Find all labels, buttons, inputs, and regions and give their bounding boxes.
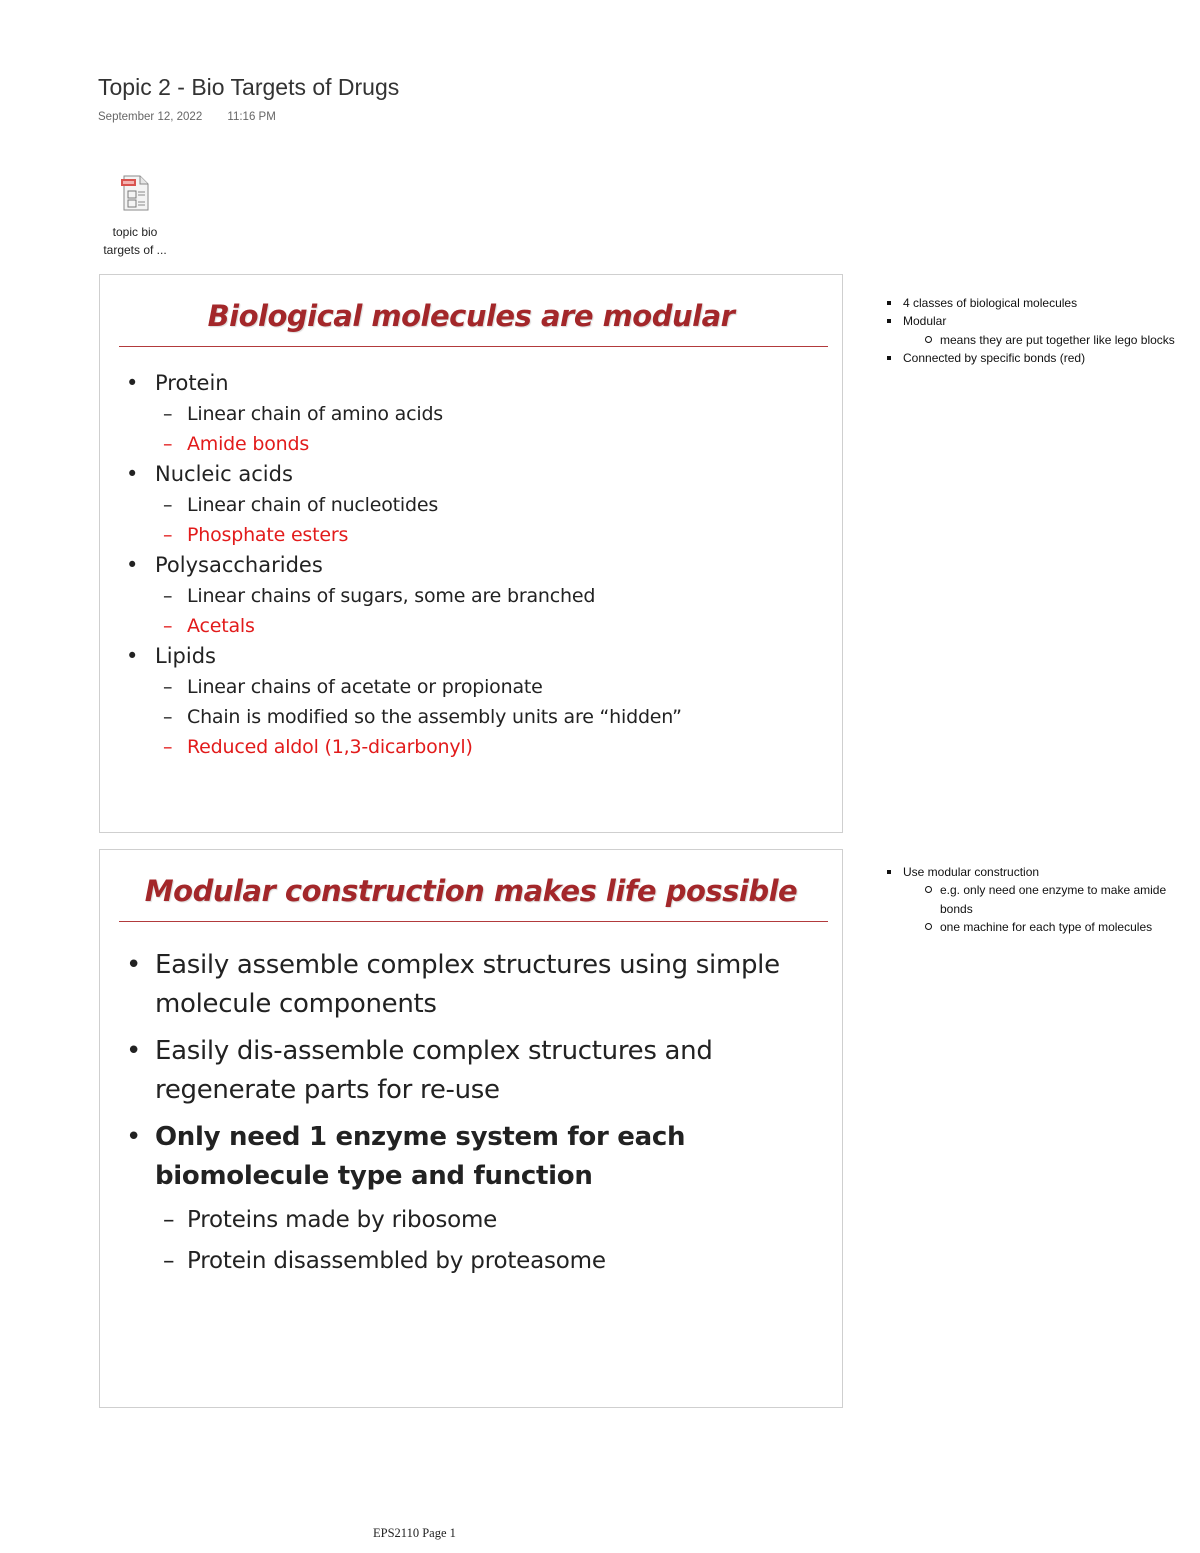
sub-bullet-item: – Amide bonds [155,429,842,459]
slide-title: Biological molecules are modular [207,299,735,333]
page-title: Topic 2 - Bio Targets of Drugs [98,74,400,100]
time-text: 11:16 PM [227,111,276,123]
slide-bullets [100,946,842,1282]
bullet-item: • Easily assemble complex structures using simple molecule components [100,946,842,1024]
sub-bullet-item: – Reduced aldol (1,3-dicarbonyl) [155,732,842,762]
bullet-item: • Nucleic acids – Linear chain of nucleotides – Phosphate esters [100,459,842,550]
bullet-item: • Protein – Linear chain of amino acids – Amide bonds [100,368,842,459]
slide-image [99,274,843,833]
note-subitem: e.g. only need one enzyme to make amide bonds [903,881,1194,918]
bullet-item: • Only need 1 enzyme system for each biomolecule type and function – Proteins made by ribosome – Protein disassembled by proteasome [100,1118,842,1282]
sub-bullet-item: – Linear chains of sugars, some are branched [155,581,842,611]
note-item: 4 classes of biological molecules [884,294,1194,312]
note-item: Use modular construction e.g. only need one enzyme to make amide bonds one machine for each type of molecules [884,863,1194,937]
sub-bullet-item: – Acetals [155,611,842,641]
sub-bullet-item: – Proteins made by ribosome [155,1200,842,1241]
attachment-label: topic bio targets of ... [103,225,167,257]
note-subitem: means they are put together like lego blocks [903,331,1194,349]
bullet-item: • Easily dis-assemble complex structures and regenerate parts for re-use [100,1032,842,1110]
note-item: Connected by specific bonds (red) [884,349,1194,367]
pdf-file-icon [120,175,150,211]
slide-bullets [100,368,842,762]
slide-divider [119,921,828,922]
note-subitem: one machine for each type of molecules [903,918,1194,936]
sub-bullet-item: – Linear chains of acetate or propionate [155,672,842,702]
note-item: Modular means they are put together like lego blocks [884,312,1194,349]
page-date [98,111,298,123]
pdf-attachment[interactable] [90,175,180,259]
slide-image [99,849,843,1408]
sub-bullet-item: – Linear chain of amino acids [155,399,842,429]
sub-bullet-item: – Linear chain of nucleotides [155,490,842,520]
slide-notes [884,863,1194,937]
bullet-item: • Polysaccharides – Linear chains of sugars, some are branched – Acetals [100,550,842,641]
page-footer: EPS2110 Page 1 [373,1526,456,1540]
sub-bullet-item: – Protein disassembled by proteasome [155,1241,842,1282]
slide-title: Modular construction makes life possible [144,874,798,908]
bullet-item: • Lipids – Linear chains of acetate or propionate – Chain is modified so the assembly units are “hidden” – Reduced aldol (1,3-dicarbonyl) [100,641,842,762]
slide-notes [884,294,1194,368]
slide-divider [119,346,828,347]
sub-bullet-item: – Chain is modified so the assembly units are “hidden” [155,702,842,732]
sub-bullet-item: – Phosphate esters [155,520,842,550]
date-text: September 12, 2022 [98,111,203,123]
